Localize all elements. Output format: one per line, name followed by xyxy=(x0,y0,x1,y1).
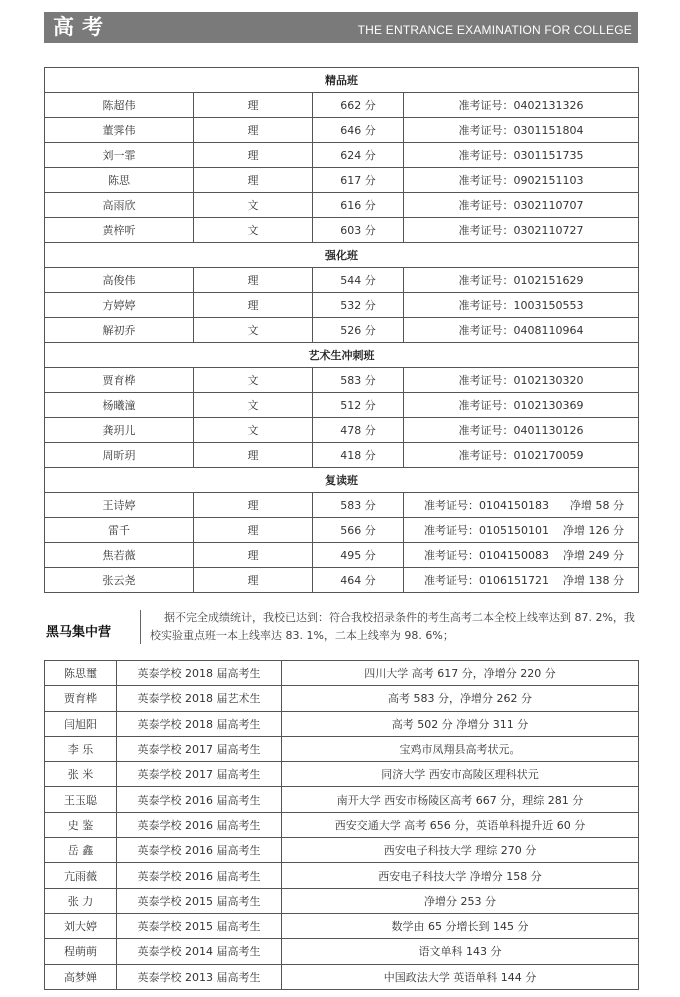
cell-exam-id: 准考证号：0301151804 xyxy=(404,118,639,143)
cell-track: 理 xyxy=(194,518,313,543)
cell-name: 董霁伟 xyxy=(45,118,194,143)
table-row xyxy=(45,443,639,468)
cell-name: 方婷婷 xyxy=(45,293,194,318)
cell-name: 程萌萌 xyxy=(45,939,117,964)
table-row xyxy=(45,518,639,543)
table-row xyxy=(45,368,639,393)
table-row xyxy=(45,218,639,243)
cell-score: 624 分 xyxy=(313,143,404,168)
exam-id-gain-wrap xyxy=(404,522,638,538)
cell-exam-id: 准考证号：0402131326 xyxy=(404,93,639,118)
cell-name: 黄梓听 xyxy=(45,218,194,243)
cell-school: 英泰学校 2015 届高考生 xyxy=(117,913,282,938)
exam-id: 准考证号：0104150183 xyxy=(424,499,549,512)
table-row xyxy=(45,939,639,964)
table-row xyxy=(45,913,639,938)
cell-name: 张 力 xyxy=(45,888,117,913)
cell-name: 贾育桦 xyxy=(45,368,194,393)
cell-name: 岳 鑫 xyxy=(45,838,117,863)
cell-score: 526 分 xyxy=(313,318,404,343)
cell-exam-id: 准考证号：0301151735 xyxy=(404,143,639,168)
cell-exam-id: 准考证号：0102170059 xyxy=(404,443,639,468)
cell-exam-id: 准考证号：1003150553 xyxy=(404,293,639,318)
section-title: 复读班 xyxy=(45,468,639,493)
cell-result: 西安电子科技大学 净增分 158 分 xyxy=(282,863,639,888)
cell-result: 宝鸡市凤翔县高考状元。 xyxy=(282,736,639,761)
exam-id: 准考证号：0106151721 xyxy=(424,574,549,587)
cell-name: 张云尧 xyxy=(45,568,194,593)
exam-id-gain-wrap xyxy=(404,497,638,513)
cell-exam-id-gain xyxy=(404,518,639,543)
cell-name: 刘大婷 xyxy=(45,913,117,938)
table-row xyxy=(45,418,639,443)
table-row xyxy=(45,268,639,293)
cell-track: 理 xyxy=(194,493,313,518)
section-title: 艺术生冲刺班 xyxy=(45,343,639,368)
table-row xyxy=(45,143,639,168)
cell-result: 语文单科 143 分 xyxy=(282,939,639,964)
cell-track: 文 xyxy=(194,368,313,393)
cell-name: 刘一霏 xyxy=(45,143,194,168)
net-gain: 净增 138 分 xyxy=(563,574,624,587)
cell-exam-id-gain xyxy=(404,493,639,518)
cell-name: 陈思璽 xyxy=(45,661,117,686)
cell-name: 亢雨薇 xyxy=(45,863,117,888)
cell-name: 贾育桦 xyxy=(45,686,117,711)
cell-name: 焦若薇 xyxy=(45,543,194,568)
cell-result: 西安交通大学 高考 656 分，英语单科提升近 60 分 xyxy=(282,812,639,837)
section-header-row xyxy=(45,468,639,493)
cell-track: 理 xyxy=(194,143,313,168)
cell-exam-id: 准考证号：0302110707 xyxy=(404,193,639,218)
cell-exam-id: 准考证号：0102130320 xyxy=(404,368,639,393)
cell-name: 雷千 xyxy=(45,518,194,543)
cell-name: 王诗婷 xyxy=(45,493,194,518)
exam-id-gain-wrap xyxy=(404,547,638,563)
net-gain: 净增 249 分 xyxy=(563,549,624,562)
cell-score: 646 分 xyxy=(313,118,404,143)
cell-name: 陈超伟 xyxy=(45,93,194,118)
section-title: 精品班 xyxy=(45,68,639,93)
table-row xyxy=(45,318,639,343)
cell-track: 理 xyxy=(194,443,313,468)
net-gain: 净增 58 分 xyxy=(570,499,624,512)
cell-school: 英泰学校 2014 届高考生 xyxy=(117,939,282,964)
cell-score: 583 分 xyxy=(313,368,404,393)
table-row xyxy=(45,964,639,989)
cell-school: 英泰学校 2016 届高考生 xyxy=(117,812,282,837)
cell-school: 英泰学校 2017 届高考生 xyxy=(117,736,282,761)
heima-intro-text: 据不完全成绩统计，我校已达到：符合我校招录条件的考生高考二本全校上线率达到 87. 2%，我校实验重点班一本上线率达 83. 1%，二本上线率为 98. 6%； xyxy=(150,611,635,642)
cell-result: 西安电子科技大学 理综 270 分 xyxy=(282,838,639,863)
table-row xyxy=(45,686,639,711)
cell-result: 四川大学 高考 617 分，净增分 220 分 xyxy=(282,661,639,686)
cell-school: 英泰学校 2016 届高考生 xyxy=(117,838,282,863)
heima-section-label: 黑马集中营 xyxy=(46,625,112,640)
cell-exam-id-gain xyxy=(404,543,639,568)
cell-exam-id: 准考证号：0408110964 xyxy=(404,318,639,343)
cell-score: 583 分 xyxy=(313,493,404,518)
page-header-banner xyxy=(44,12,638,43)
cell-track: 文 xyxy=(194,318,313,343)
section-header-row xyxy=(45,243,639,268)
section-header-row xyxy=(45,68,639,93)
page-title: 高考 xyxy=(53,15,111,39)
cell-name: 高雨欣 xyxy=(45,193,194,218)
cell-track: 理 xyxy=(194,93,313,118)
cell-name: 史 鉴 xyxy=(45,812,117,837)
cell-exam-id: 准考证号：0102130369 xyxy=(404,393,639,418)
table-row xyxy=(45,493,639,518)
heima-divider xyxy=(140,610,141,644)
table-row xyxy=(45,812,639,837)
cell-score: 418 分 xyxy=(313,443,404,468)
cell-track: 文 xyxy=(194,418,313,443)
cell-score: 512 分 xyxy=(313,393,404,418)
table-row xyxy=(45,118,639,143)
cell-track: 理 xyxy=(194,118,313,143)
heima-table xyxy=(44,660,639,990)
table-row xyxy=(45,736,639,761)
table-row xyxy=(45,863,639,888)
cell-name: 龚玥儿 xyxy=(45,418,194,443)
cell-score: 495 分 xyxy=(313,543,404,568)
table-row xyxy=(45,762,639,787)
cell-score: 544 分 xyxy=(313,268,404,293)
cell-name: 高梦婵 xyxy=(45,964,117,989)
exam-id: 准考证号：0104150083 xyxy=(424,549,549,562)
table-row xyxy=(45,93,639,118)
cell-school: 英泰学校 2017 届高考生 xyxy=(117,762,282,787)
cell-score: 464 分 xyxy=(313,568,404,593)
cell-score: 532 分 xyxy=(313,293,404,318)
table-row xyxy=(45,888,639,913)
cell-name: 李 乐 xyxy=(45,736,117,761)
table-row xyxy=(45,393,639,418)
cell-name: 周昕玥 xyxy=(45,443,194,468)
cell-name: 杨曦潼 xyxy=(45,393,194,418)
cell-result: 南开大学 西安市杨陵区高考 667 分，理综 281 分 xyxy=(282,787,639,812)
cell-track: 文 xyxy=(194,193,313,218)
cell-school: 英泰学校 2013 届高考生 xyxy=(117,964,282,989)
table-row xyxy=(45,543,639,568)
cell-name: 王玉聪 xyxy=(45,787,117,812)
cell-result: 高考 502 分 净增分 311 分 xyxy=(282,711,639,736)
table-row xyxy=(45,293,639,318)
exam-id: 准考证号：0105150101 xyxy=(424,524,549,537)
section-title: 强化班 xyxy=(45,243,639,268)
cell-exam-id: 准考证号：0302110727 xyxy=(404,218,639,243)
cell-exam-id: 准考证号：0401130126 xyxy=(404,418,639,443)
page-subtitle: THE ENTRANCE EXAMINATION FOR COLLEGE xyxy=(357,23,632,37)
cell-score: 616 分 xyxy=(313,193,404,218)
cell-result: 数学由 65 分增长到 145 分 xyxy=(282,913,639,938)
cell-name: 陈思 xyxy=(45,168,194,193)
cell-track: 理 xyxy=(194,293,313,318)
table-row xyxy=(45,661,639,686)
cell-result: 同济大学 西安市高陵区理科状元 xyxy=(282,762,639,787)
cell-result: 高考 583 分，净增分 262 分 xyxy=(282,686,639,711)
cell-score: 566 分 xyxy=(313,518,404,543)
cell-track: 文 xyxy=(194,393,313,418)
cell-name: 解初乔 xyxy=(45,318,194,343)
table-row xyxy=(45,568,639,593)
table-row xyxy=(45,838,639,863)
cell-score: 617 分 xyxy=(313,168,404,193)
cell-score: 603 分 xyxy=(313,218,404,243)
table-row xyxy=(45,168,639,193)
table-row xyxy=(45,193,639,218)
cell-school: 英泰学校 2015 届高考生 xyxy=(117,888,282,913)
exam-results-table xyxy=(44,67,639,593)
table-row xyxy=(45,711,639,736)
cell-track: 理 xyxy=(194,568,313,593)
cell-result: 净增分 253 分 xyxy=(282,888,639,913)
table-row xyxy=(45,787,639,812)
cell-school: 英泰学校 2018 届高考生 xyxy=(117,661,282,686)
cell-name: 闫旭阳 xyxy=(45,711,117,736)
cell-school: 英泰学校 2016 届高考生 xyxy=(117,787,282,812)
cell-name: 张 米 xyxy=(45,762,117,787)
cell-school: 英泰学校 2018 届艺术生 xyxy=(117,686,282,711)
cell-school: 英泰学校 2018 届高考生 xyxy=(117,711,282,736)
cell-result: 中国政法大学 英语单科 144 分 xyxy=(282,964,639,989)
cell-track: 理 xyxy=(194,168,313,193)
section-header-row xyxy=(45,343,639,368)
net-gain: 净增 126 分 xyxy=(563,524,624,537)
cell-school: 英泰学校 2016 届高考生 xyxy=(117,863,282,888)
cell-score: 478 分 xyxy=(313,418,404,443)
cell-track: 理 xyxy=(194,543,313,568)
cell-track: 文 xyxy=(194,218,313,243)
cell-score: 662 分 xyxy=(313,93,404,118)
cell-track: 理 xyxy=(194,268,313,293)
cell-name: 高俊伟 xyxy=(45,268,194,293)
cell-exam-id-gain xyxy=(404,568,639,593)
exam-id-gain-wrap xyxy=(404,572,638,588)
cell-exam-id: 准考证号：0102151629 xyxy=(404,268,639,293)
cell-exam-id: 准考证号：0902151103 xyxy=(404,168,639,193)
